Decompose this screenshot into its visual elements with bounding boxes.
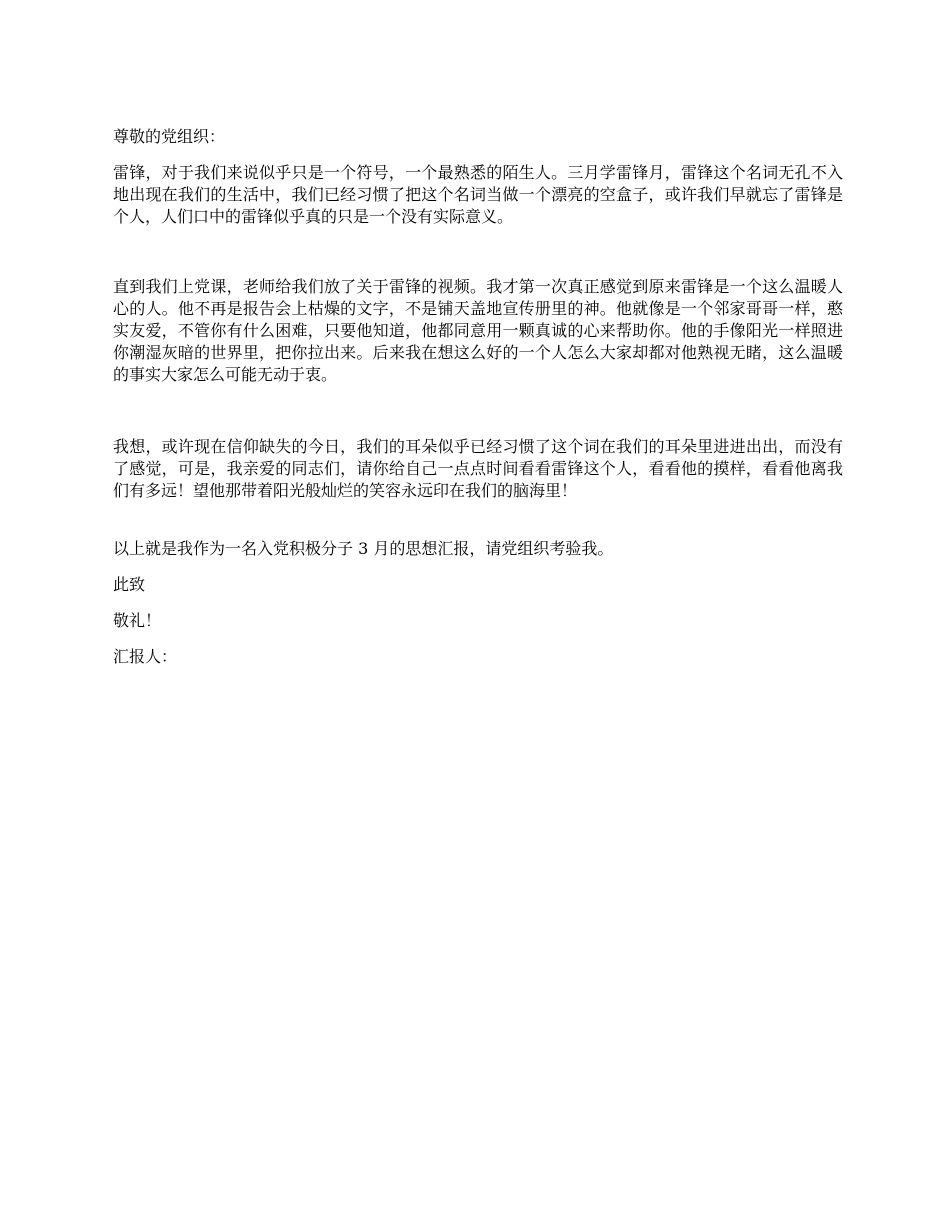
closing-1: 此致 <box>113 575 146 594</box>
paragraph-4: 以上就是我作为一名入党积极分子 3 月的思想汇报，请党组织考验我。 <box>113 539 614 558</box>
paragraph-2: 直到我们上党课，老师给我们放了关于雷锋的视频。我才第一次真正感觉到原来雷锋是一个这么温暖人心的人。他不再是报告会上枯燥的文字，不是铺天盖地宣传册里的神。他就像是一个邻家哥哥一样，憨实友爱，不管你有什么困难，只要他知道，他都同意用一颗真诚的心来帮助你。他的手像阳光一样照进你潮湿灰暗的世界里，把你拉出来。后来我在想这么好的一个人怎么大家却都对他熟视无睹，这么温暖的事实大家怎么可能无动于衷。 <box>113 277 843 384</box>
salutation: 尊敬的党组织： <box>113 127 226 146</box>
closing-2: 敬礼！ <box>113 611 162 630</box>
paragraph-1: 雷锋，对于我们来说似乎只是一个符号，一个最熟悉的陌生人。三月学雷锋月，雷锋这个名词无孔不入地出现在我们的生活中，我们已经习惯了把这个名词当做一个漂亮的空盒子，或许我们早就忘了雷锋是个人，人们口中的雷锋似乎真的只是一个没有实际意义。 <box>113 163 843 226</box>
paragraph-3: 我想，或许现在信仰缺失的今日，我们的耳朵似乎已经习惯了这个词在我们的耳朵里进进出出，而没有了感觉，可是，我亲爱的同志们，请你给自己一点点时间看看雷锋这个人，看看他的摸样，看看他离我们有多远！望他那带着阳光般灿烂的笑容永远印在我们的脑海里！ <box>113 437 843 500</box>
signature-label: 汇报人： <box>113 647 178 666</box>
